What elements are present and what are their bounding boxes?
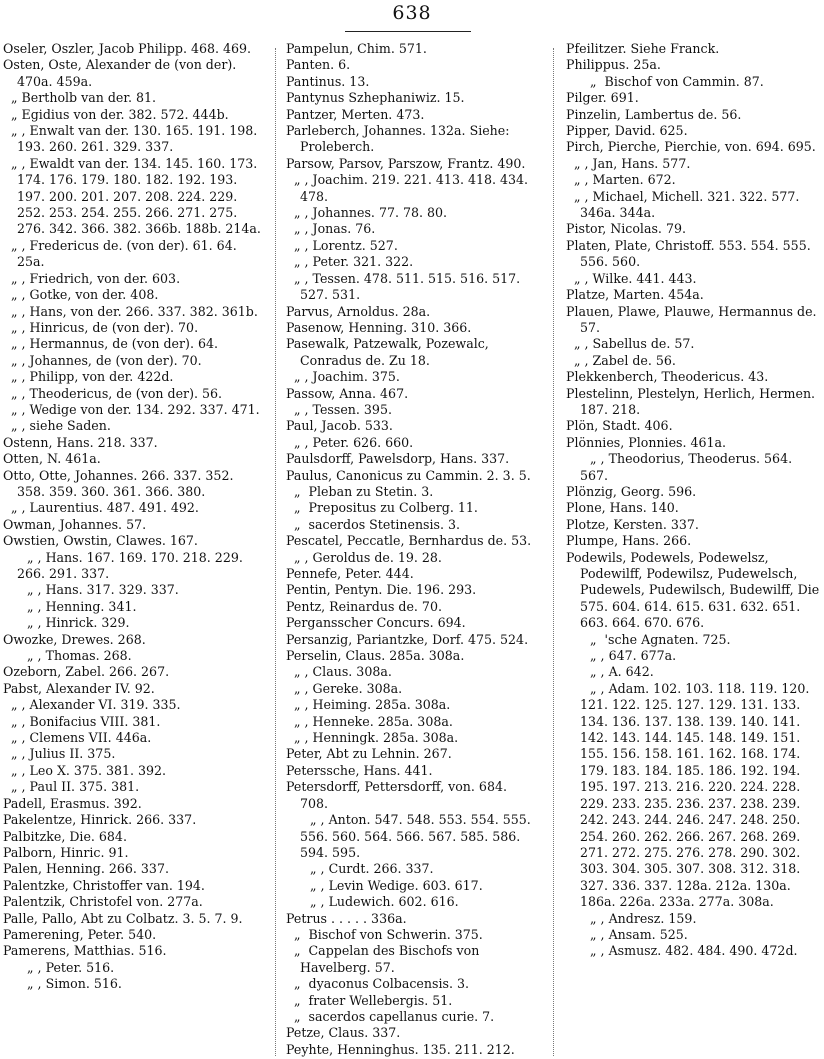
index-entry: Parleberch, Johannes. 132a. Siehe: Proleberch. [286, 123, 514, 155]
index-column-1 [3, 41, 261, 1059]
index-entry: „ , Alexander VI. 319. 335. [3, 697, 181, 713]
index-entry: „ , Leo X. 375. 381. 392. [3, 762, 167, 778]
index-entry: „ , A. 642. [566, 664, 654, 680]
index-entry: Pescatel, Peccatle, Bernhardus de. 53. [286, 533, 532, 549]
index-entry: „ , Michael, Michell. 321. 322. 577. 346a. 344a. [566, 188, 804, 221]
index-entry: „ , Hermannus, de (von der). 64. [3, 336, 218, 352]
index-entry: „ , Hans, von der. 266. 337. 382. 361b. [3, 303, 258, 319]
index-entry: Passow, Anna. 467. [286, 385, 409, 401]
index-column-3 [566, 41, 824, 1059]
index-entry: Philippus. 25a. [566, 57, 661, 73]
index-entry: „ , Wedige von der. 134. 292. 337. 471. [3, 401, 260, 417]
index-entry: Podewils, Podewels, Podewelsz, Podewilff, Podewilsz, Pudewelsch, Pudewels, Pudewilsch, Budewilff, Die 575. 604. 614. 615. 631. 632. 651. 663. 664. 670. 676. [566, 549, 824, 631]
column-separator [275, 48, 276, 1056]
index-entry: „ , Ludewich. 602. 616. [286, 894, 459, 910]
index-entry: „ , Adam. 102. 103. 118. 119. 120. 121. 122. 125. 127. 129. 131. 133. 134. 136. 137. 138. 139. 140. 141. 142. 143. 144. 145. 148. 149. 151. 155. 156. 158. 161. 162. 168. 174. 179. 183. 184. 185. 186. 192. 194. 195. 197. 213. 216. 220. 224. 228. 229. 233. 235. 236. 237. 238. 239. 242. 243. 244. 246. 247. 248. 250. 254. 260. 262. 266. 267. 268. 269. 271. 272. 275. 276. 278. 290. 302. 303. 304. 305. 307. 308. 312. 318. 327. 336. 337. 128a. 212a. 130a. 186a. 226a. 233a. 277a. 308a. [566, 680, 814, 910]
index-entry: „ , Jan, Hans. 577. [566, 155, 691, 171]
index-entry: Plauen, Plawe, Plauwe, Hermannus de. 57. [566, 303, 821, 335]
index-entry: Pilger. 691. [566, 90, 639, 106]
index-entry: Platze, Marten. 454a. [566, 287, 704, 303]
index-entry: „ , Joachim. 219. 221. 413. 418. 434. 478. [286, 172, 533, 204]
index-entry: „ , Peter. 626. 660. [286, 434, 414, 450]
index-entry: „ Bischof von Schwerin. 375. [286, 926, 483, 942]
index-entry: Parsow, Parsov, Parszow, Frantz. 490. [286, 155, 526, 171]
index-entry: „ , Theodericus, de (von der). 56. [3, 385, 223, 401]
index-entry: „ , Andresz. 159. [566, 910, 697, 926]
index-entry: Pampelun, Chim. 571. [286, 41, 427, 56]
index-entry: Petersdorff, Pettersdorff, von. 684. 708. [286, 779, 511, 811]
index-entry: „ , Enwalt van der. 130. 165. 191. 198. 193. 260. 261. 329. 337. [3, 123, 262, 155]
index-entry: Otten, N. 461a. [3, 451, 101, 467]
index-entry: „ , Asmusz. 482. 484. 490. 472d. [566, 943, 798, 959]
index-entry: Pantzer, Merten. 473. [286, 106, 425, 122]
index-entry: Pabst, Alexander IV. 92. [3, 680, 155, 696]
index-entry: Pamerens, Matthias. 516. [3, 943, 167, 959]
index-entry: „ , Heiming. 285a. 308a. [286, 697, 451, 713]
index-entry: „ , Anton. 547. 548. 553. 554. 555. 556. 560. 564. 566. 567. 585. 586. 594. 595. [286, 812, 535, 860]
index-entry: „ , Fredericus de. (von der). 61. 64. 25a. [3, 237, 241, 270]
index-entry: „ , Marten. 672. [566, 172, 676, 188]
index-entry: „ , Philipp, von der. 422d. [3, 369, 174, 385]
index-entry: Pantinus. 13. [286, 73, 370, 89]
index-entry: „ , Henningk. 285a. 308a. [286, 730, 459, 746]
index-entry: „ , Sabellus de. 57. [566, 336, 695, 352]
index-entry: „ , Levin Wedige. 603. 617. [286, 877, 483, 893]
index-entry: Plön, Stadt. 406. [566, 418, 673, 434]
index-entry: „ , Wilke. 441. 443. [566, 270, 697, 286]
index-entry: Plönnies, Plonnies. 461a. [566, 434, 727, 450]
index-entry: „ Pleban zu Stetin. 3. [286, 483, 434, 499]
index-entry: „ , Gotke, von der. 408. [3, 287, 159, 303]
index-entry: Paulsdorff, Pawelsdorp, Hans. 337. [286, 451, 510, 467]
index-entry: Perselin, Claus. 285a. 308a. [286, 648, 465, 664]
index-entry: „ sacerdos capellanus curie. 7. [286, 1008, 495, 1024]
index-entry: Owman, Johannes. 57. [3, 516, 147, 532]
index-entry: Petze, Claus. 337. [286, 1025, 401, 1041]
index-entry: „ Prepositus zu Colberg. 11. [286, 500, 478, 516]
index-entry: „ , Ewaldt van der. 134. 145. 160. 173. 174. 176. 179. 180. 182. 192. 193. 197. 200. 201. 207. 208. 224. 229. 252. 253. 254. 255. 266. 271. 275. 276. 342. 366. 382. 366b. 188b. 214a. [3, 155, 262, 237]
index-entry: „ frater Wellebergis. 51. [286, 992, 453, 1008]
index-entry: Pentz, Reinardus de. 70. [286, 598, 442, 614]
index-entry: Pinzelin, Lambertus de. 56. [566, 106, 742, 122]
index-entry: Pasenow, Henning. 310. 366. [286, 319, 472, 335]
index-entry: „ , Hinrick. 329. [3, 615, 130, 631]
index-entry: „ , Henneke. 285a. 308a. [286, 713, 453, 729]
index-entry: „ , Simon. 516. [3, 976, 122, 992]
index-entry: „ , Lorentz. 527. [286, 237, 398, 253]
index-entry: „ , Geroldus de. 19. 28. [286, 549, 442, 565]
index-entry: „ , Peter. 321. 322. [286, 254, 414, 270]
index-entry: Owstien, Owstin, Clawes. 167. [3, 533, 198, 549]
index-entry: „ , Johannes, de (von der). 70. [3, 352, 202, 368]
index-entry: „ Cappelan des Bischofs von Havelberg. 57. [286, 943, 484, 975]
index-entry: Otto, Otte, Johannes. 266. 337. 352. 358. 359. 360. 361. 366. 380. [3, 467, 238, 499]
index-entry: Plone, Hans. 140. [566, 500, 679, 516]
index-entry: „ , Paul II. 375. 381. [3, 779, 140, 795]
index-entry: Oseler, Oszler, Jacob Philipp. 468. 469. [3, 41, 252, 56]
index-entry: Persanzig, Pariantzke, Dorf. 475. 524. [286, 631, 529, 647]
index-entry: Ostenn, Hans. 218. 337. [3, 434, 158, 450]
index-entry: „ , Johannes. 77. 78. 80. [286, 205, 448, 221]
index-entry: Platen, Plate, Christoff. 553. 554. 555. 556. 560. [566, 237, 815, 270]
index-entry: Pasewalk, Patzewalk, Pozewalc, Conradus de. Zu 18. [286, 336, 493, 368]
index-entry: Plotze, Kersten. 337. [566, 516, 699, 532]
index-entry: Palbitzke, Die. 684. [3, 828, 127, 844]
index-entry: „ , 647. 677a. [566, 648, 677, 664]
index-entry: Pergansscher Concurs. 694. [286, 615, 466, 631]
index-entry: Pantynus Szhephaniwiz. 15. [286, 90, 465, 106]
index-entry: Pamerening, Peter. 540. [3, 926, 157, 942]
index-entry: „ , Tessen. 395. [286, 401, 392, 417]
index-entry: „ Egidius von der. 382. 572. 444b. [3, 106, 229, 122]
index-entry: „ , Gereke. 308a. [286, 680, 403, 696]
index-entry: Peyhte, Henninghus. 135. 211. 212. [286, 1041, 515, 1057]
index-entry: Owozke, Drewes. 268. [3, 631, 146, 647]
index-entry: Palborn, Hinric. 91. [3, 844, 129, 860]
index-entry: „ , Laurentius. 487. 491. 492. [3, 500, 199, 516]
index-entry: „ , Claus. 308a. [286, 664, 392, 680]
index-entry: „ , Zabel de. 56. [566, 352, 676, 368]
index-entry: Pirch, Pierche, Pierchie, von. 694. 695. [566, 139, 816, 155]
index-entry: „ , Curdt. 266. 337. [286, 861, 434, 877]
index-entry: „ , Hans. 317. 329. 337. [3, 582, 179, 598]
index-entry: Paulus, Canonicus zu Cammin. 2. 3. 5. [286, 467, 531, 483]
index-entry: Padell, Erasmus. 392. [3, 795, 142, 811]
index-entry: Panten. 6. [286, 57, 351, 73]
index-entry: „ , Thomas. 268. [3, 648, 132, 664]
index-entry: Pipper, David. 625. [566, 123, 688, 139]
index-entry: „ 'sche Agnaten. 725. [566, 631, 731, 647]
index-entry: „ , Clemens VII. 446a. [3, 730, 152, 746]
header-rule [345, 31, 471, 32]
index-entry: Palentzik, Christofel von. 277a. [3, 894, 203, 910]
index-entry: Pennefe, Peter. 444. [286, 566, 414, 581]
index-entry: Palen, Henning. 266. 337. [3, 861, 169, 877]
index-entry: Ozeborn, Zabel. 266. 267. [3, 664, 170, 680]
index-column-2 [286, 41, 536, 1059]
index-entry: Palentzke, Christoffer van. 194. [3, 877, 205, 893]
index-entry: „ Bertholb van der. 81. [3, 90, 157, 106]
index-entry: Palle, Pallo, Abt zu Colbatz. 3. 5. 7. 9. [3, 910, 243, 926]
index-entry: Pistor, Nicolas. 79. [566, 221, 686, 237]
index-entry: Osten, Oste, Alexander de (von der). 470a. 459a. [3, 57, 241, 89]
index-entry: „ , siehe Saden. [3, 418, 111, 434]
index-entry: Petrus . . . . . 336a. [286, 910, 407, 926]
index-entry: Paul, Jacob. 533. [286, 418, 393, 434]
index-entry: „ , Jonas. 76. [286, 221, 376, 237]
index-entry: „ , Bonifacius VIII. 381. [3, 713, 161, 729]
index-entry: „ , Hans. 167. 169. 170. 218. 229. 266. 291. 337. [3, 549, 247, 581]
index-entry: „ , Henning. 341. [3, 598, 137, 614]
index-entry: Plekkenberch, Theodericus. 43. [566, 369, 769, 385]
index-entry: Peter, Abt zu Lehnin. 267. [286, 746, 452, 762]
index-entry: „ , Peter. 516. [3, 959, 115, 975]
index-entry: „ Bischof von Cammin. 87. [566, 73, 764, 89]
index-entry: Pakelentze, Hinrick. 266. 337. [3, 812, 197, 828]
index-entry: Plönzig, Georg. 596. [566, 483, 697, 499]
page-number: 638 [392, 2, 432, 24]
index-entry: „ , Friedrich, von der. 603. [3, 270, 181, 286]
index-entry: Plestelinn, Plestelyn, Herlich, Hermen. 187. 218. [566, 385, 820, 417]
index-entry: „ , Hinricus, de (von der). 70. [3, 319, 199, 335]
index-entry: „ sacerdos Stetinensis. 3. [286, 516, 461, 532]
index-entry: „ , Theodorius, Theoderus. 564. 567. [566, 451, 797, 483]
index-entry: Pentin, Pentyn. Die. 196. 293. [286, 582, 477, 598]
index-entry: Peterssche, Hans. 441. [286, 762, 433, 778]
column-separator [553, 48, 554, 1056]
index-entry: „ , Julius II. 375. [3, 746, 116, 762]
index-entry: „ dyaconus Colbacensis. 3. [286, 976, 469, 992]
index-entry: „ , Joachim. 375. [286, 369, 400, 385]
index-entry: Pfeilitzer. Siehe Franck. [566, 41, 720, 56]
index-entry: Plumpe, Hans. 266. [566, 533, 692, 549]
index-entry: Parvus, Arnoldus. 28a. [286, 303, 431, 319]
index-entry: „ , Tessen. 478. 511. 515. 516. 517. 527. 531. [286, 270, 525, 303]
index-entry: „ , Ansam. 525. [566, 926, 688, 942]
